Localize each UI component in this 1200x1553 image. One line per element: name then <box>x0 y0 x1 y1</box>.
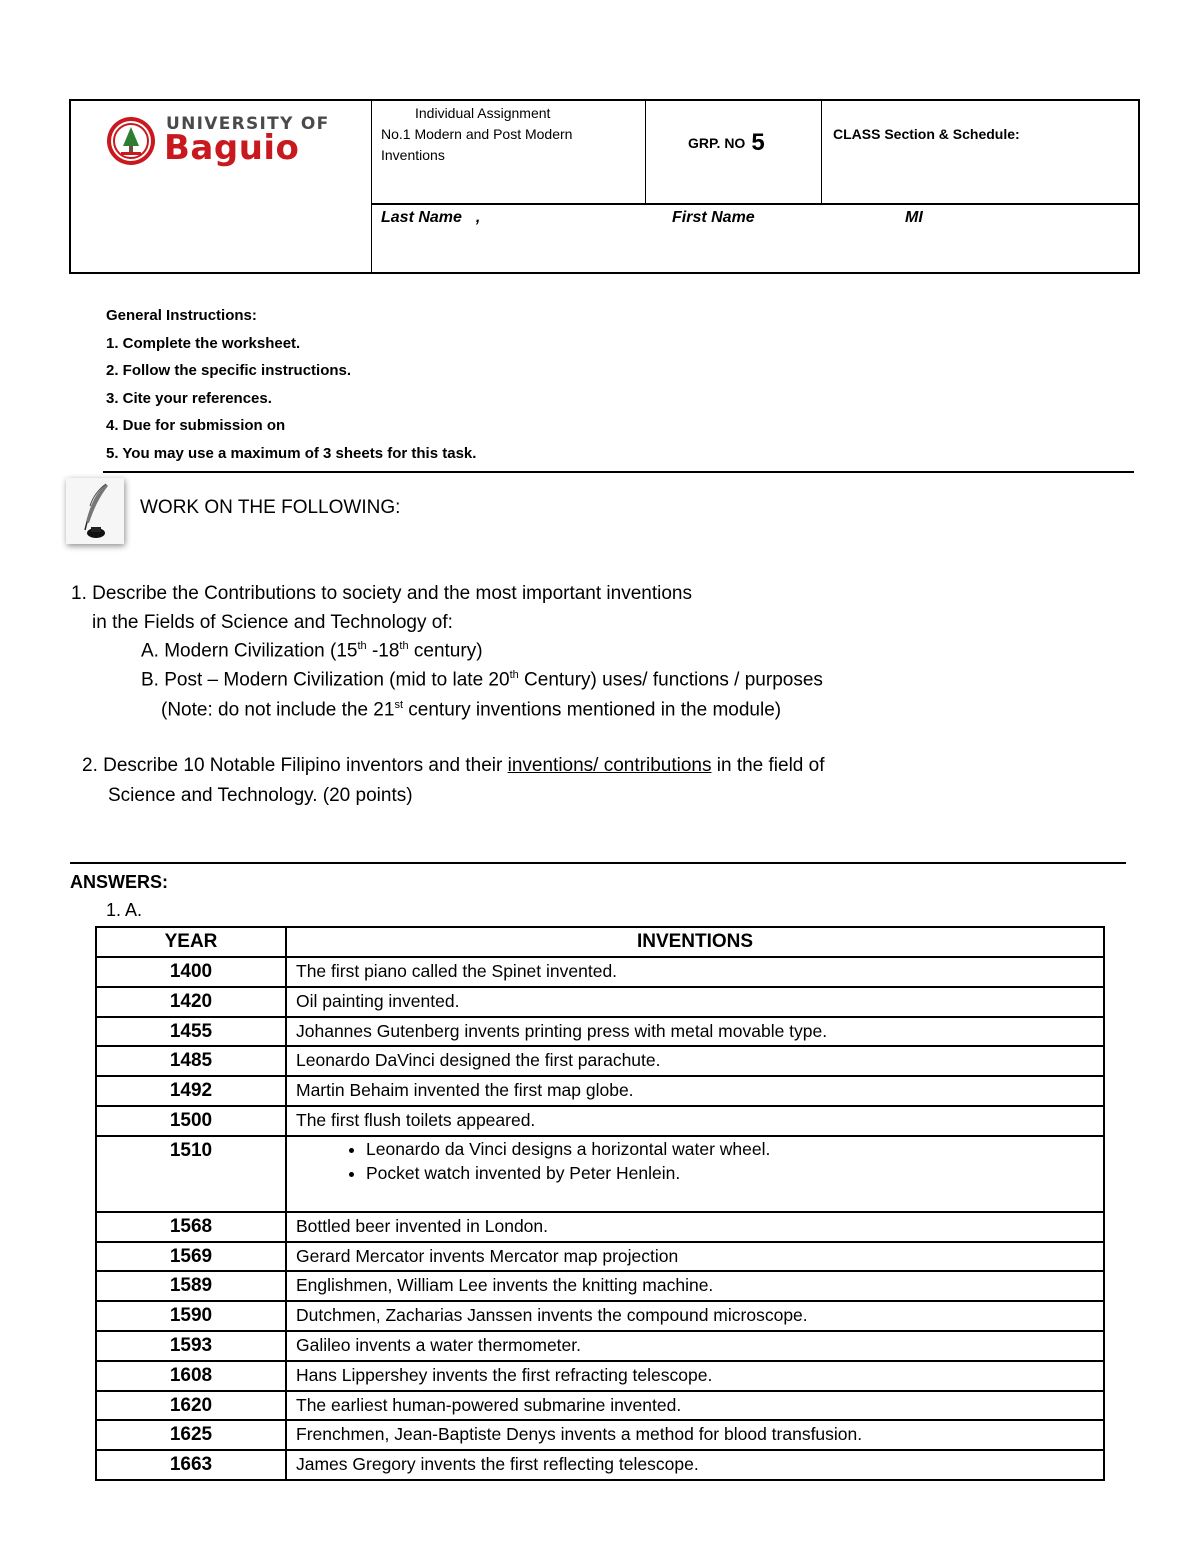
table-row <box>96 1450 1104 1480</box>
year-cell: 1663 <box>96 1450 286 1480</box>
logo-text-main: Baguio <box>164 128 300 168</box>
table-row <box>96 987 1104 1017</box>
item-a-sup: th <box>357 640 367 652</box>
item-a-text: -18 <box>366 640 400 662</box>
table-row <box>96 1046 1104 1076</box>
table-row <box>96 957 1104 987</box>
inventions-table <box>95 926 1105 1481</box>
year-cell: 1420 <box>96 987 286 1017</box>
question-2-line-2: Science and Technology. (20 points) <box>108 785 413 806</box>
question-1-note <box>161 699 781 721</box>
group-value: 5 <box>751 129 765 156</box>
group-label: GRP. NO <box>688 135 746 151</box>
name-comma: , <box>475 209 481 226</box>
invention-cell: Galileo invents a water thermometer. <box>286 1331 1104 1361</box>
table-row <box>96 1420 1104 1450</box>
table-row <box>96 1331 1104 1361</box>
year-cell: 1510 <box>96 1136 286 1212</box>
invention-cell: Martin Behaim invented the first map globe. <box>286 1076 1104 1106</box>
list-item: • Leonardo da Vinci designs a horizontal water wheel. <box>366 1137 1103 1161</box>
quill-drawing-icon <box>66 478 124 544</box>
quill-pen-icon <box>66 478 124 544</box>
instruction-item: 2. Follow the specific instructions. <box>106 362 352 379</box>
last-name-label <box>381 209 480 227</box>
instructions-title: General Instructions: <box>106 307 257 324</box>
invention-cell: Oil painting invented. <box>286 987 1104 1017</box>
table-row <box>96 1136 1104 1212</box>
table-row <box>96 1271 1104 1301</box>
question-1-item-a <box>141 640 483 662</box>
section-divider <box>103 471 1134 473</box>
invention-cell: Johannes Gutenberg invents printing press with metal movable type. <box>286 1017 1104 1047</box>
table-row <box>96 1301 1104 1331</box>
table-row <box>96 1017 1104 1047</box>
year-cell: 1492 <box>96 1076 286 1106</box>
question-1-line-1: 1. Describe the Contributions to society and the most important inventions <box>71 583 692 604</box>
instruction-item: 4. Due for submission on <box>106 417 286 434</box>
table-row <box>96 1391 1104 1421</box>
invention-cell: Frenchmen, Jean-Baptiste Denys invents a method for blood transfusion. <box>286 1420 1104 1450</box>
answers-heading: ANSWERS: <box>70 872 168 892</box>
question-1-item-b <box>141 669 823 691</box>
work-heading: WORK ON THE FOLLOWING: <box>140 497 401 518</box>
invention-cell <box>286 1136 1104 1212</box>
item-a-sup: th <box>399 640 409 652</box>
divider <box>821 101 822 204</box>
section-divider <box>70 862 1126 864</box>
assignment-line-1: Individual Assignment <box>415 105 551 121</box>
invention-cell: The first piano called the Spinet invented. <box>286 957 1104 987</box>
logo-text-top: UNIVERSITY OF <box>166 114 330 134</box>
assignment-line-2: No.1 Modern and Post Modern <box>381 126 573 142</box>
invention-cell: The first flush toilets appeared. <box>286 1106 1104 1136</box>
year-cell: 1500 <box>96 1106 286 1136</box>
year-cell: 1569 <box>96 1242 286 1272</box>
table-row <box>96 1361 1104 1391</box>
year-cell: 1568 <box>96 1212 286 1242</box>
divider <box>371 101 372 272</box>
year-cell: 1400 <box>96 957 286 987</box>
table-row <box>96 1242 1104 1272</box>
table-row <box>96 1076 1104 1106</box>
first-name-label: First Name <box>672 209 755 226</box>
year-cell: 1455 <box>96 1017 286 1047</box>
note-text: (Note: do not include the 21 <box>161 699 395 721</box>
year-cell: 1593 <box>96 1331 286 1361</box>
note-text: century inventions mentioned in the module) <box>403 699 782 721</box>
divider <box>371 203 1140 205</box>
year-cell: 1620 <box>96 1391 286 1421</box>
table-row <box>96 1106 1104 1136</box>
q2-underlined: inventions/ contributions <box>507 755 712 776</box>
table-row <box>96 1212 1104 1242</box>
assignment-title <box>381 103 572 166</box>
invention-cell: Gerard Mercator invents Mercator map projection <box>286 1242 1104 1272</box>
item-b-text: B. Post – Modern Civilization (mid to late 20 <box>141 669 510 691</box>
instruction-item: 5. You may use a maximum of 3 sheets for this task. <box>106 445 477 462</box>
column-header-inventions: INVENTIONS <box>286 927 1104 957</box>
question-2-line-1 <box>82 755 825 777</box>
item-b-text: Century) uses/ functions / purposes <box>518 669 823 691</box>
table-header-row <box>96 927 1104 957</box>
item-a-text: A. Modern Civilization (15 <box>141 640 358 662</box>
instruction-item: 1. Complete the worksheet. <box>106 335 301 352</box>
invention-cell: The earliest human-powered submarine invented. <box>286 1391 1104 1421</box>
item-a-text: century) <box>408 640 483 662</box>
last-name-text: Last Name <box>381 209 462 226</box>
column-header-year: YEAR <box>96 927 286 957</box>
invention-cell: Englishmen, William Lee invents the knitting machine. <box>286 1271 1104 1301</box>
year-cell: 1608 <box>96 1361 286 1391</box>
middle-initial-label: MI <box>905 209 923 226</box>
invention-cell: Bottled beer invented in London. <box>286 1212 1104 1242</box>
year-cell: 1485 <box>96 1046 286 1076</box>
group-number <box>688 129 765 156</box>
year-cell: 1589 <box>96 1271 286 1301</box>
invention-cell: James Gregory invents the first reflecting telescope. <box>286 1450 1104 1480</box>
question-1-line-2: in the Fields of Science and Technology of: <box>92 612 453 633</box>
assignment-line-3: Inventions <box>381 147 445 163</box>
header-box <box>69 99 1140 274</box>
invention-cell: Leonardo DaVinci designed the first parachute. <box>286 1046 1104 1076</box>
university-seal-icon <box>106 116 156 166</box>
instruction-item: 3. Cite your references. <box>106 390 272 407</box>
divider <box>645 101 646 204</box>
invention-cell: Dutchmen, Zacharias Janssen invents the compound microscope. <box>286 1301 1104 1331</box>
invention-bullet-list <box>296 1137 1103 1185</box>
class-section-label: CLASS Section & Schedule: <box>833 126 1020 142</box>
note-sup: st <box>394 699 403 711</box>
list-item: • Pocket watch invented by Peter Henlein. <box>366 1161 1103 1185</box>
year-cell: 1590 <box>96 1301 286 1331</box>
item-b-sup: th <box>509 669 519 681</box>
university-logo <box>106 112 346 167</box>
answers-subheading: 1. A. <box>106 900 143 920</box>
year-cell: 1625 <box>96 1420 286 1450</box>
invention-cell: Hans Lippershey invents the first refracting telescope. <box>286 1361 1104 1391</box>
q2-text: in the field of <box>711 755 825 776</box>
q2-text: 2. Describe 10 Notable Filipino inventors and their <box>82 755 508 776</box>
